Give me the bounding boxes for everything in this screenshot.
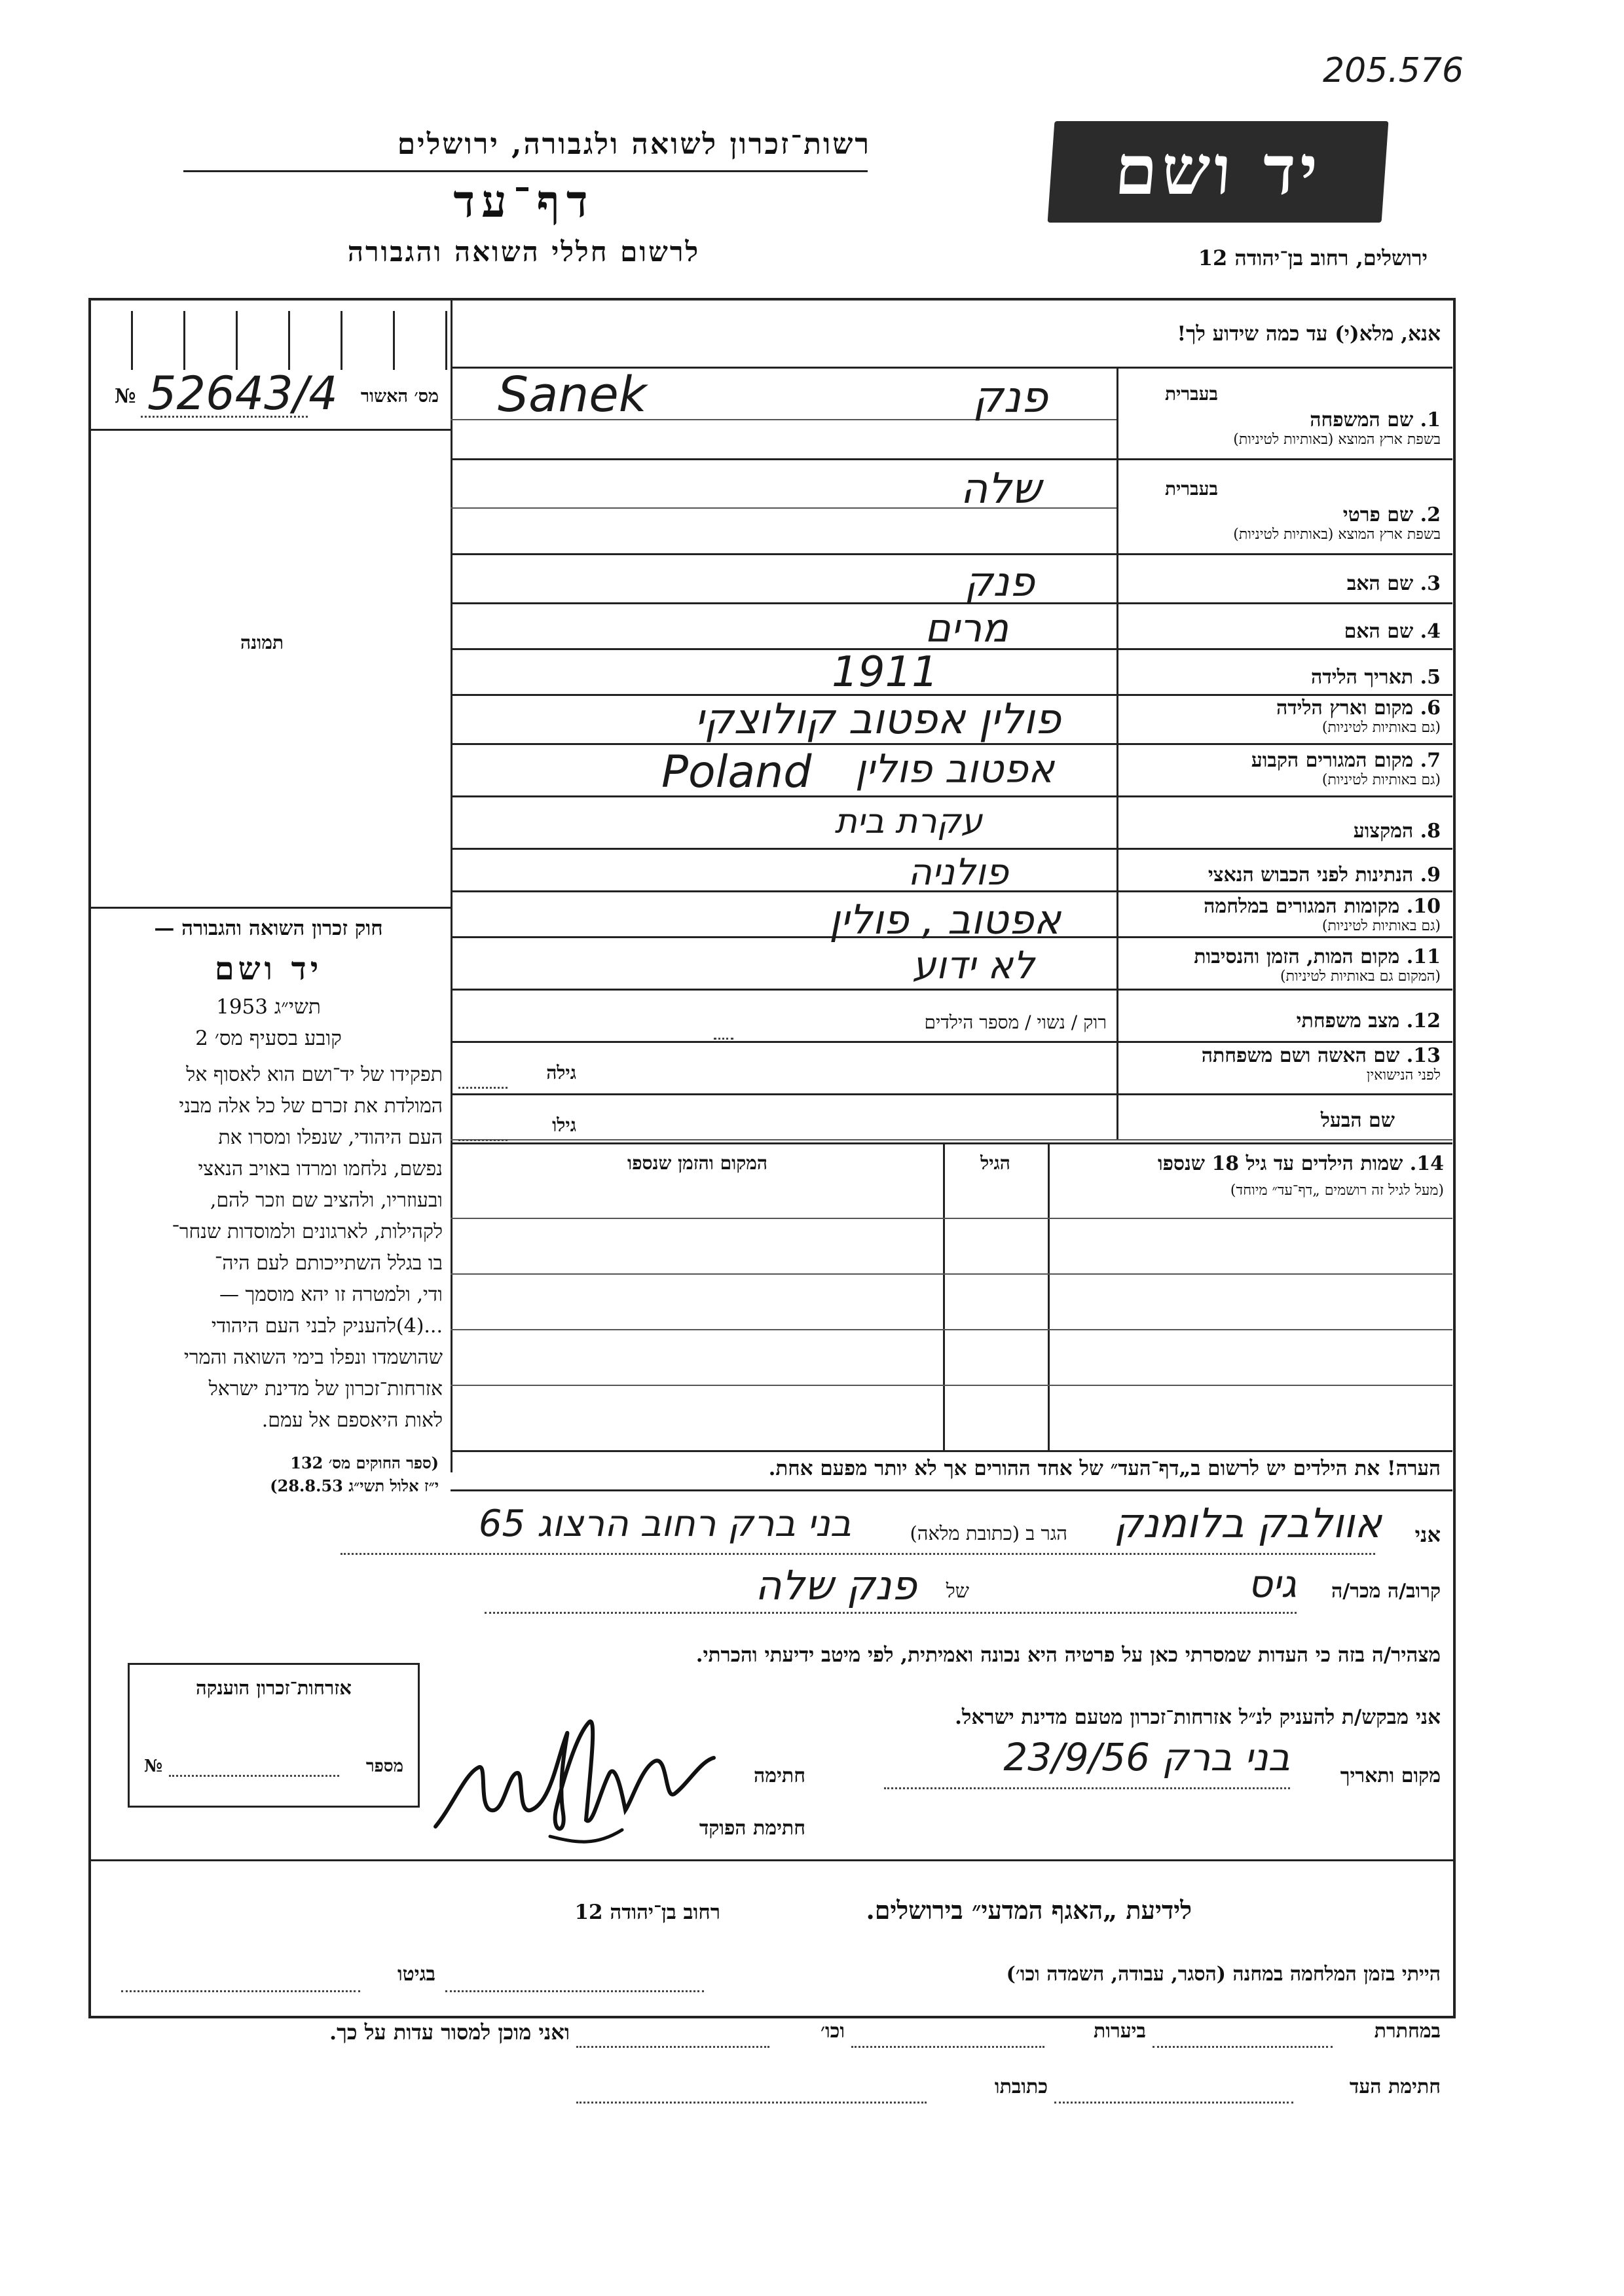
record-number-label: מס׳ האשור (360, 386, 439, 407)
law-body-line: שהושמדו ונפלו בימי השואה והמרי (183, 1346, 443, 1369)
form-title: דף־עד (453, 175, 595, 228)
note-line: הערה! את הילדים יש לרשום ב„דף־העד״ של אחד ההורים אך לא יותר מפעם אחת. (768, 1457, 1441, 1480)
age-wife-label: גילה (546, 1062, 576, 1084)
field-4-number: 4. (1420, 620, 1441, 643)
law-body-line: ...(4)להעניק לבני העם היהודי (211, 1315, 443, 1338)
field-2-sub: בשפת ארץ המוצא (באותיות לטיניות) (1233, 526, 1441, 543)
law-logo: יד ושם (214, 951, 323, 987)
archive-number: 205.576 (1323, 51, 1464, 90)
yad-vashem-logo (1048, 121, 1389, 223)
children-label (1054, 1152, 1444, 1175)
field-11-text: מקום המות, הזמן והנסיבות (1194, 945, 1400, 968)
declaration-statement: מצהיר/ה בזה כי העדות שמסרתי כאן על פרטיה היא נכונה ואמיתית, לפי מיטב ידיעתי והכרתי. (695, 1643, 1441, 1667)
field-3-value: פנק (964, 558, 1035, 606)
field-2-number: 2. (1420, 503, 1441, 526)
relative-label: קרוב/ה מכר/ה (1331, 1580, 1441, 1603)
field-11-label (1126, 946, 1441, 985)
field-4-label (1126, 621, 1441, 643)
of-label: של (946, 1580, 969, 1603)
age-husband-label: גילו (552, 1114, 576, 1136)
field-10-sub: (גם באותיות לטיניות) (1321, 918, 1441, 934)
record-number-symbol: № (115, 385, 136, 408)
field-6-text: מקום וארץ הלידה (1276, 697, 1414, 720)
law-body-line: לאות היאספם אל עמם. (261, 1409, 443, 1432)
code-boxes (105, 311, 449, 370)
field-3-number: 3. (1420, 572, 1441, 595)
law-clause: קובע בסעיף מס׳ 2 (195, 1027, 342, 1050)
declarant-name: אוולבק בלומנק (1114, 1499, 1382, 1547)
info-line-1b: בגיטו (397, 1963, 435, 1986)
field-2-text: שם פרטי (1342, 503, 1414, 526)
address-label: הגר ב (כתובת מלאה) (910, 1522, 1067, 1544)
law-body-line: ודי, ולמטרה זו יהא מוסמך — (219, 1283, 443, 1306)
field-3-text: שם האב (1346, 572, 1414, 595)
info-line-2b: ביערות (1093, 2020, 1146, 2043)
law-body-line: אזרחות־זכרון של מדינת ישראל (208, 1377, 443, 1400)
field-11-sub: (המקום גם באותיות לטיניות) (1280, 968, 1441, 985)
left-column-divider (451, 301, 452, 1472)
field-13-number: 13. (1406, 1044, 1441, 1067)
logo-text: יד ושם (1112, 130, 1324, 210)
field-13-text: שם האשה ושם משפחתה (1201, 1044, 1400, 1067)
law-body-line: העם היהודי, שנפלו ומסרו את (218, 1126, 443, 1149)
info-line-3a: חתימת העד (1349, 2075, 1441, 2098)
law-footer-1: (ספר החוקים מס׳ 132 (290, 1453, 439, 1472)
info-line-1a: הייתי בזמן המלחמה במחנה (הסגר, עבודה, השמדה וכו׳) (1006, 1963, 1441, 1986)
info-line-3b: כתובתו (994, 2075, 1048, 2098)
law-body-line: לקהילות, לארגונים ולמוסדות שנחר־ (172, 1220, 443, 1243)
field-9-text: הנתינות לפני הכבוש הנאצי (1208, 864, 1414, 886)
law-body-line: נפשם, נלחמו ומרדו באויב הנאצי (198, 1157, 443, 1180)
header-address: ירושלים, רחוב בן־יהודה 12 (1198, 246, 1428, 270)
marital-options: רוק / נשוי / מספר הילדים (924, 1011, 1107, 1033)
field-8-value: עקרת בית (834, 802, 982, 841)
citizenship-number-label: מספר (365, 1757, 403, 1776)
field-7-label (1126, 750, 1441, 789)
field-1-label (1126, 409, 1441, 448)
field-2-value: שלה (960, 465, 1041, 513)
request-line: אנא, מלא(י) עד כמה שידוע לך! (1177, 322, 1441, 346)
citizenship-request: אני מבקש/ת להעניק לנ״ל אזרחות־זכרון מטעם מדינת ישראל. (955, 1705, 1441, 1729)
field-1-hebrew-tag: בעברית (1164, 383, 1218, 405)
citizenship-box (128, 1663, 420, 1808)
law-body (97, 1059, 443, 1436)
law-body-line: בו בגלל השתייכותם לעם היה־ (214, 1252, 443, 1275)
field-5-text: תאריך הלידה (1311, 666, 1414, 689)
declaration-i-label: אני (1414, 1522, 1441, 1547)
info-line-2d: ואני מוכן למסור עדות על כך. (329, 2020, 570, 2045)
field-12-text: מצב משפחתי (1296, 1010, 1400, 1032)
info-line-2a: במחתרת (1374, 2020, 1441, 2043)
place-date-value: בני ברק 23/9/56 (1003, 1735, 1290, 1779)
citizenship-number-symbol: № (144, 1757, 163, 1776)
photo-label: תמונה (240, 632, 284, 653)
field-5-number: 5. (1420, 666, 1441, 689)
law-year: תשי״ג 1953 (216, 995, 321, 1019)
signature-label: חתימה (754, 1764, 805, 1787)
field-7-latin-value: Poland (661, 746, 812, 798)
field-9-label (1126, 864, 1441, 886)
form-subtitle: לרשום חללי השואה והגבורה (347, 236, 701, 268)
field-9-value: פולניה (908, 851, 1008, 894)
field-5-label (1126, 666, 1441, 689)
field-6-number: 6. (1420, 697, 1441, 720)
organization-line: רשות־זכרון לשואה ולגבורה, ירושלים (397, 128, 871, 161)
law-body-line: תפקידו של יד־ושם הוא לאסוף אל (186, 1063, 443, 1086)
field-1-number: 1. (1420, 409, 1441, 431)
law-title: חוק זכרון השואה והגבורה — (154, 917, 383, 940)
field-13-sub: לפני הנישואין (1366, 1067, 1441, 1084)
field-11-number: 11. (1406, 945, 1441, 968)
field-7-number: 7. (1420, 749, 1441, 772)
clerk-signature-label: חתימת הפוקד (699, 1817, 805, 1840)
field-7-text: מקום המגורים הקבוע (1251, 749, 1414, 772)
field-6-value: פולין אפטוב קולוצקי (694, 695, 1061, 744)
field-13-label (1126, 1045, 1441, 1084)
place-date-label: מקום ותאריך (1340, 1764, 1441, 1787)
field-1-text: שם המשפחה (1310, 409, 1414, 431)
field-12-number: 12. (1406, 1010, 1441, 1032)
field-10-label (1126, 896, 1441, 935)
law-body-line: ובעוזריו, ולהציב שם וזכר להם, (210, 1189, 443, 1212)
children-text: שמות הילדים עד גיל 18 שנספו (1157, 1152, 1403, 1175)
field-8-label (1126, 820, 1441, 843)
field-12-label (1126, 1010, 1441, 1032)
field-6-sub: (גם באותיות לטיניות) (1321, 720, 1441, 736)
citizenship-title: אזרחות־זכרון הוענקה (196, 1677, 352, 1699)
field-1-sub: בשפת ארץ המוצא (באותיות לטיניות) (1233, 431, 1441, 448)
of-value: פנק שלה (755, 1561, 917, 1609)
org-underline (183, 170, 868, 172)
declarant-address: בני ברק רחוב הרצוג 65 (478, 1503, 851, 1545)
husband-label: שם הבעל (1320, 1109, 1395, 1132)
info-title: לידיעת „האגף המדעי״ בירושלים. (866, 1895, 1192, 1925)
field-10-text: מקומות המגורים במלחמה (1204, 895, 1400, 918)
field-2-label (1126, 504, 1441, 543)
field-11-value: לא ידוע (912, 943, 1035, 987)
children-age-column: הגיל (980, 1152, 1010, 1174)
field-4-value: מרים (925, 606, 1008, 651)
children-place-column: המקום והזמן שנספו (627, 1152, 767, 1174)
relation-value: גיס (1247, 1561, 1297, 1606)
field-10-value: אפטוב , פולין (829, 896, 1061, 943)
field-10-number: 10. (1406, 895, 1441, 918)
record-number-value: 52643/4 (147, 367, 338, 420)
law-footer-2: י״ז אלול תשי״ג 28.8.53) (270, 1476, 439, 1495)
field-1-latin-value: Sanek (498, 367, 647, 423)
field-6-label (1126, 697, 1441, 737)
field-9-number: 9. (1420, 864, 1441, 886)
field-8-text: המקצוע (1353, 820, 1414, 843)
children-sub: (מעל לגיל זה רושמים „דף־עד״ מיוחד) (1230, 1182, 1444, 1199)
children-number: 14. (1409, 1152, 1444, 1175)
field-7-sub: (גם באותיות לטיניות) (1321, 772, 1441, 788)
field-7-value: אפטוב פולין (855, 746, 1054, 792)
field-3-label (1126, 573, 1441, 595)
field-8-number: 8. (1420, 820, 1441, 843)
law-body-line: המולדת את זכרם של כל אלה מבני (179, 1095, 443, 1118)
label-column-divider (1116, 367, 1118, 1139)
field-4-text: שם האם (1344, 620, 1414, 643)
field-5-value: 1911 (832, 648, 938, 697)
field-2-hebrew-tag: בעברית (1164, 478, 1218, 500)
info-line-2c: וכו׳ (821, 2020, 845, 2043)
field-1-value: פנק (972, 372, 1048, 422)
info-address: רחוב בן־יהודה 12 (574, 1901, 720, 1924)
